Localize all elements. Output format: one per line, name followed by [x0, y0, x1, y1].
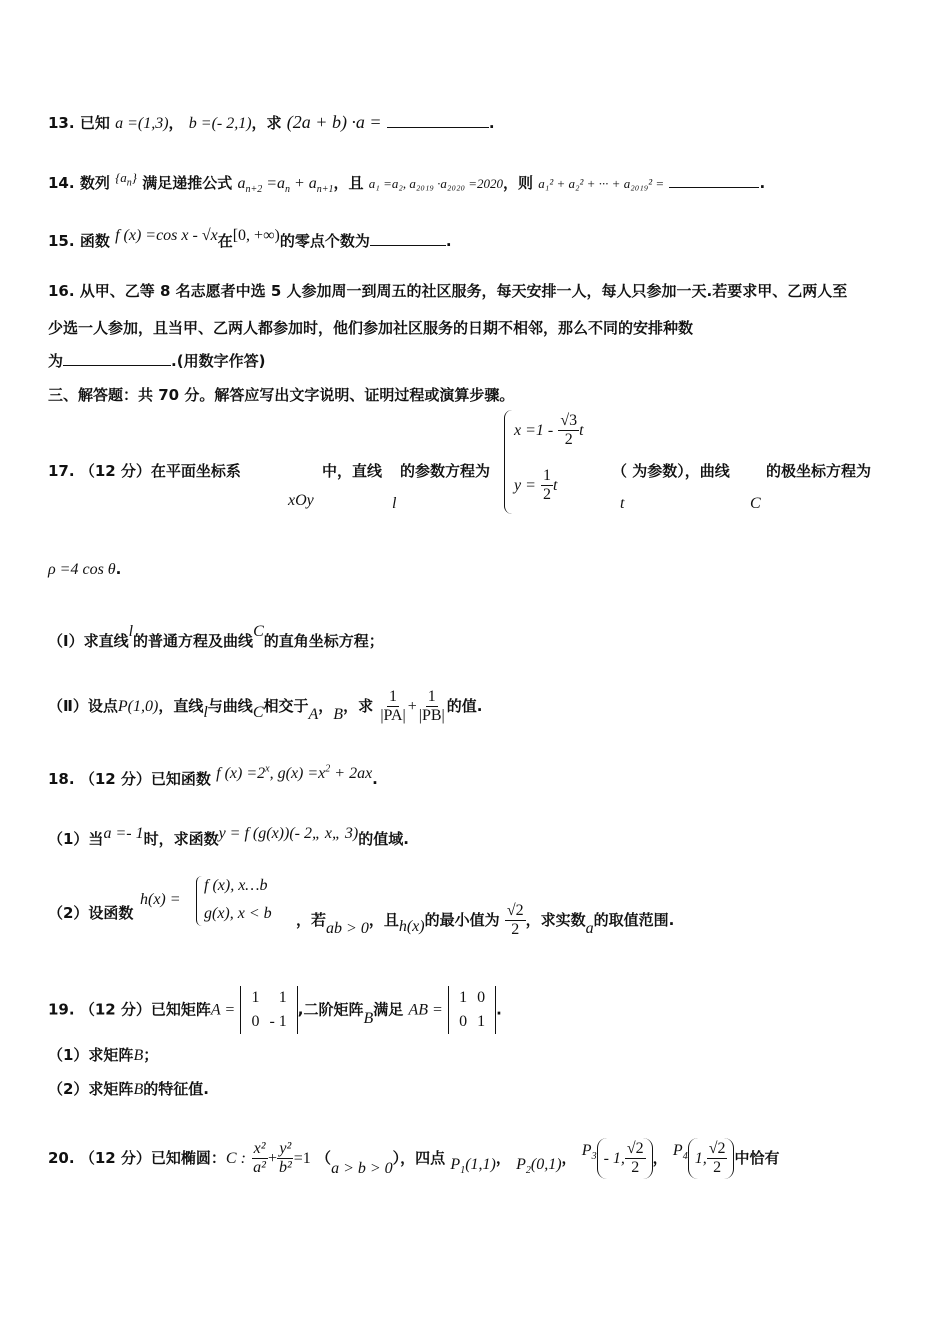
recurrence-formula: $a_{n+2} =a_n + a_{n+1}$	[237, 175, 334, 196]
dot-product-expression: (2a + b) ·a =	[286, 112, 382, 132]
question-18-part-1: （1）当a =- 1时，求函数y = f (g(x))(- 2„ x„ 3)的值域.	[48, 825, 409, 848]
question-20: 20. （12 分）已知椭圆：C : $\frac{\text{x²}}{\text{a²}}$ + $\frac{\text{y²}}{\text{b²}}$ =1 （a > b > 0），四点 $P_1(1,1)$， $P_2(0,1)$， $P_3 - 1$, $\frac{√2}{2}$ ， $P_4$ 1, $\frac{√2}{2}$ 中恰有	[48, 1140, 780, 1177]
question-19-part-1: （1）求矩阵B；	[48, 1046, 159, 1064]
parametric-x-equation: x =1 - $\frac{√3}{2}$ t	[514, 412, 584, 448]
answer-blank-16[interactable]	[63, 351, 171, 366]
question-16-line-3: 为 .(用数字作答)	[48, 352, 266, 370]
question-16-line-2: 少选一人参加，且当甲、乙两人都参加时，他们参加社区服务的日期不相邻，那么不同的安排种数	[48, 319, 694, 337]
vector-b: b =(- 2,1)	[188, 115, 252, 132]
question-17-part-1: （Ⅰ）求直线l的普通方程及曲线C的直角坐标方程；	[48, 623, 384, 650]
matrix-A: 1 1 0 - 1	[240, 986, 297, 1034]
question-19-part-2: （2）求矩阵B的特征值.	[48, 1080, 209, 1098]
symbol-xOy: xOy	[288, 492, 314, 509]
answer-blank-15[interactable]	[370, 231, 446, 246]
question-17-part-2: （Ⅱ）设点P(1,0)，直线l与曲线C相交于A，B，求 $\frac{1}{|PA|}$ + $\frac{1}{|PB|}$ 的值.	[48, 688, 483, 724]
question-18-part-2: （2）设函数	[48, 904, 134, 922]
sequence-symbol: $\{a_n\}$	[115, 170, 137, 189]
symbol-l: l	[392, 495, 397, 512]
question-17: 17. （12 分）在平面坐标系	[48, 462, 241, 480]
sum-of-squares: a₁² + a₂² + ··· + a₂₀₁₉² =	[538, 176, 665, 191]
question-19: 19. （12 分）已知矩阵A = 1 1 0 - 1 ,二阶矩阵B满足 AB = 1 0 0 1 .	[48, 986, 502, 1034]
question-16-line-1: 16. 从甲、乙等 8 名志愿者中选 5 人参加周一到周五的社区服务，每天安排一人，每人只参加一天.若要求甲、乙两人至	[48, 282, 848, 300]
vector-a: a =(1,3)	[115, 115, 169, 132]
parametric-y-equation: y = $\frac{1}{2}$ t	[514, 467, 558, 503]
matrix-AB: 1 0 0 1	[448, 986, 496, 1034]
polar-equation: ρ =4 cos θ.	[48, 560, 122, 578]
function-f: f (x) =cos x - √x	[115, 227, 218, 244]
question-18: 18. （12 分）已知函数 f $(x) =2^x$, $g(x) =x^2 + 2ax$.	[48, 763, 378, 788]
section-3-heading: 三、解答题：共 70 分。解答应写出文字说明、证明过程或演算步骤。	[48, 386, 515, 404]
initial-conditions: a₁ =a₂, a₂₀₁₉ ·a₂₀₂₀ =2020	[368, 176, 504, 191]
symbol-t: t	[620, 495, 625, 512]
interval: [0, +∞)	[232, 227, 280, 244]
question-14: 14. 数列 $\{a_n\}$ 满足递推公式 $a_{n+2} =a_n + a_{n+1}$，且 a₁ =a₂, a₂₀₁₉ ·a₂₀₂₀ =2020，则 a₁² + a₂² + ··· + a₂₀₁₉² = .	[48, 170, 766, 196]
symbol-C: C	[750, 495, 761, 512]
question-13: 13. 已知 a =(1,3)， b =(- 2,1)，求 (2a + b) ·a = .	[48, 112, 495, 132]
question-15: 15. 函数 f (x) =cos x - √x在[0, +∞)的零点个数为 .	[48, 227, 452, 250]
answer-blank-14[interactable]	[669, 173, 759, 188]
answer-blank-13[interactable]	[387, 113, 489, 128]
piecewise-h: h(x) =	[140, 891, 181, 908]
